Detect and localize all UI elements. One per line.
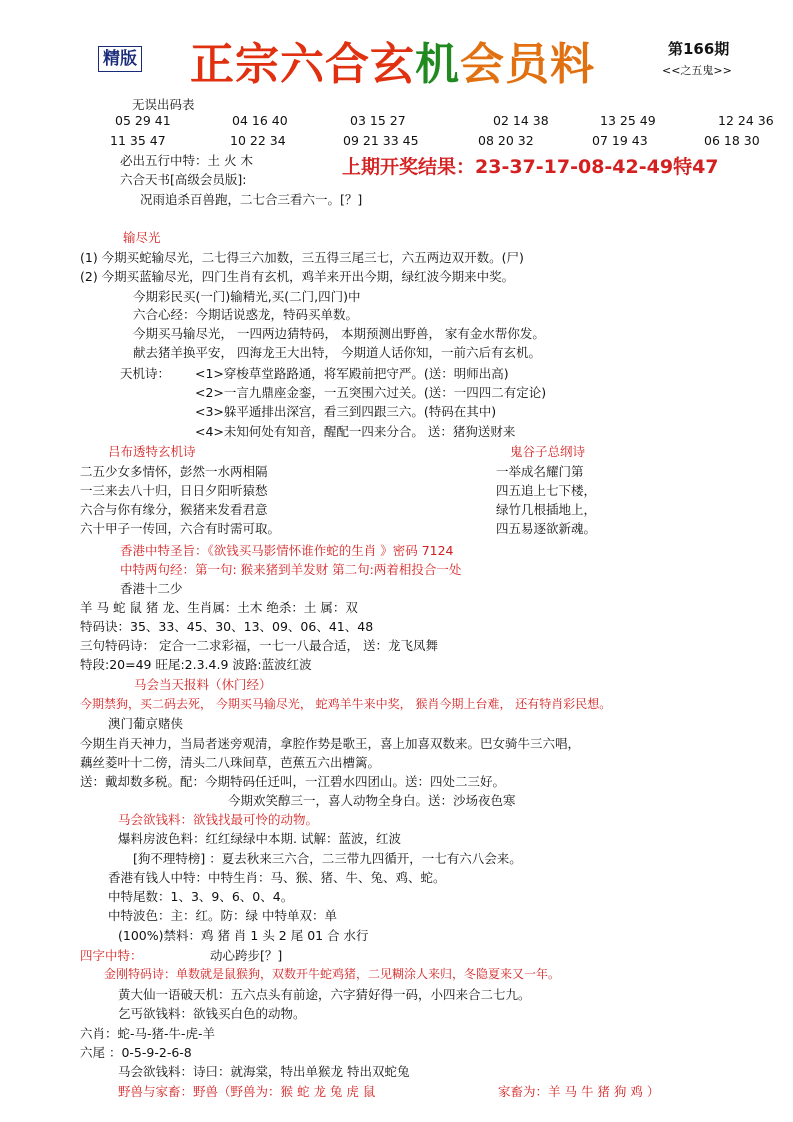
- text-line: 中特尾数：1、3、9、6、0、4。: [108, 889, 294, 904]
- poem-line: <3>躲平遁排出深宫，看三到四跟三六。(特码在其中): [195, 404, 497, 419]
- text-line: 特段:20=49 旺尾:2.3.4.9 波路:蓝波红波: [80, 657, 312, 672]
- text-line: 中特两句经：第一句: 猴来猪到羊发财 第二句:两着相投合一处: [120, 562, 462, 577]
- poem-line: <4>未知何处有知音，醒配一四来分合。 送：猪狗送财来: [195, 424, 516, 439]
- text-line: 今期欢笑醇三一，喜人动物全身白。送：沙场夜色寒: [228, 793, 516, 808]
- number-cell: 11 35 47: [110, 133, 166, 148]
- poem-right-line: 绿竹几根插地上，: [496, 502, 597, 517]
- tianshu-text: 况雨追杀百兽跑，二七合三看六一。[？]: [140, 192, 363, 207]
- number-cell: 06 18 30: [704, 133, 760, 148]
- four-char-label: 四字中特：: [80, 948, 143, 963]
- poem-right-line: 一举成名耀门第: [496, 464, 584, 479]
- number-cell: 05 29 41: [115, 113, 171, 128]
- text-line: 金刚特码诗：单数就是鼠猴狗，双数开牛蛇鸡猪，二见糊涂人来归，冬隐夏来又一年。: [104, 967, 561, 981]
- section-title-lubu: 吕布透特玄机诗: [108, 444, 196, 459]
- text-line: 香港中特圣旨：《欲钱买马影情怀谁作蛇的生肖 》密码 7124: [120, 543, 454, 558]
- number-cell: 12 24 36: [718, 113, 774, 128]
- six-zodiac: 六肖：蛇-马-猪-牛-虎-羊: [80, 1026, 216, 1041]
- poem-left-line: 二五少女多情怀，彭然一水两相隔: [80, 464, 268, 479]
- poem-left-line: 六十甲子一传回，六合有时需可取。: [80, 521, 281, 536]
- number-cell: 03 15 27: [350, 113, 406, 128]
- text-line: (1) 今期买蛇输尽光，二七得三六加数，三五得三尾三七，六五两边双开数。(尸): [80, 250, 524, 265]
- issue-subtitle: <<之五鬼>>: [662, 64, 732, 77]
- poem-left-line: 一三来去八十归，日日夕阳听猿愁: [80, 483, 268, 498]
- title-part-2: 机: [415, 39, 460, 90]
- section-title-guiguzi: 鬼谷子总纲诗: [510, 444, 586, 459]
- numbers-table-label: 无误出码表: [132, 97, 195, 112]
- text-line: 羊 马 蛇 鼠 猪 龙、生肖属：土木 绝杀：土 属：双: [80, 600, 358, 615]
- text-line: 六合心经：今期话说惑龙，特码买单数。: [133, 307, 359, 322]
- text-line: 香港十二少: [120, 581, 183, 596]
- wild-animals-line: 野兽与家畜：野兽（野兽为：猴 蛇 龙 兔 虎 鼠: [118, 1084, 376, 1099]
- poem-label: 天机诗：: [120, 366, 171, 381]
- text-line: 乞丐欲钱料：欲钱买白色的动物。: [118, 1006, 306, 1021]
- text-line: 送：戴却数多税。配：今期特码任迁叫，一江碧水四团山。送：四处二三好。: [80, 774, 506, 789]
- poem-right-line: 四五追上七下楼，: [496, 483, 597, 498]
- number-cell: 09 21 33 45: [343, 133, 419, 148]
- number-cell: 02 14 38: [493, 113, 549, 128]
- text-line: 三句特码诗： 定合一二求彩福，一七一八最合适， 送：龙飞凤舞: [80, 638, 438, 653]
- text-line: 今期生肖天神力，当局者迷旁观清，拿腔作势是歌王，喜上加喜双数来。巴女骑牛三六唱，: [80, 736, 581, 751]
- text-line: 今期禁狗，买二码去死， 今期买马输尽光， 蛇鸡羊牛来中奖， 猴肖今期上台难， 还有特肖彩民想。: [80, 697, 612, 711]
- number-cell: 10 22 34: [230, 133, 286, 148]
- poem-left-line: 六合与你有缘分，猴猪来发看君意: [80, 502, 268, 517]
- edition-badge: 精版: [98, 46, 142, 72]
- poem-right-line: 四五易逐欲新魂。: [496, 521, 597, 536]
- four-char-text: 动心跨步[？]: [210, 948, 283, 963]
- six-tails: 六尾 ：0-5-9-2-6-8: [80, 1045, 192, 1060]
- text-line: 今期彩民买(一门)输精光,买(二门,四门)中: [133, 289, 361, 304]
- poem-line: <2>一言九鼎座金銮，一五突围六过关。(送：一四四二有定论): [195, 385, 547, 400]
- text-line: 藕丝菱叶十二傍，清头二八珠间草，芭蕉五六出槽篱。: [80, 755, 381, 770]
- number-cell: 13 25 49: [600, 113, 656, 128]
- text-line: 爆料房波色料：红红绿绿中本期. 试解：蓝波，红波: [118, 831, 401, 846]
- text-line: 特码诀：35、33、45、30、13、09、06、41、48: [80, 619, 374, 634]
- number-cell: 07 19 43: [592, 133, 648, 148]
- section-title-horse-report: 马会当天报料（休门经）: [134, 677, 272, 692]
- text-line: [狗不理特榜] ：夏去秋来三六合，二三带九四循开，一七有六八会来。: [133, 851, 522, 866]
- last-result: 上期开奖结果：23-37-17-08-42-49特47: [342, 156, 719, 178]
- issue-number: 第166期: [668, 40, 730, 58]
- section-title-lose-all: 输尽光: [123, 230, 161, 245]
- tianshu-label: 六合天书[高级会员版]:: [120, 172, 247, 187]
- text-line: 献去猪羊换平安， 四海龙王大出特， 今期道人话你知，一前六后有玄机。: [133, 345, 541, 360]
- number-cell: 08 20 32: [478, 133, 534, 148]
- text-line: 今期买马输尽光， 一四两边猜特码， 本期预测出野兽， 家有金水帮你发。: [133, 326, 545, 341]
- number-cell: 04 16 40: [232, 113, 288, 128]
- poem-line: <1>穿梭草堂路路通，将军殿前把守严。(送：明师出高): [195, 366, 509, 381]
- five-elements: 必出五行中特：土 火 木: [120, 153, 253, 168]
- text-line: 香港有钱人中特：中特生肖：马、猴、猪、牛、兔、鸡、蛇。: [108, 870, 446, 885]
- title-part-3: 会员料: [460, 39, 595, 90]
- text-line: 中特波色：主：红。防：绿 中特单双：单: [108, 908, 337, 923]
- section-title-money-riddle: 马会欲钱料：欲钱找最可怜的动物。: [118, 812, 319, 827]
- domestic-animals-line: 家畜为：羊 马 牛 猪 狗 鸡 ）: [498, 1084, 660, 1099]
- title-part-1: 正宗六合玄: [190, 39, 415, 90]
- text-line: 马会欲钱料：诗曰：就海棠，特出单猴龙 特出双蛇兔: [118, 1064, 410, 1079]
- text-line: (100%)禁料：鸡 猪 肖 1 头 2 尾 01 合 水行: [118, 928, 369, 943]
- page-title: [190, 28, 595, 92]
- text-line: 澳门葡京赌侠: [108, 716, 184, 731]
- text-line: 黄大仙一语破天机：五六点头有前途，六字猜好得一码，小四来合二七九。: [118, 987, 531, 1002]
- text-line: (2) 今期买蓝输尽光，四门生肖有玄机，鸡羊来开出今期，绿红波今期来中奖。: [80, 269, 515, 284]
